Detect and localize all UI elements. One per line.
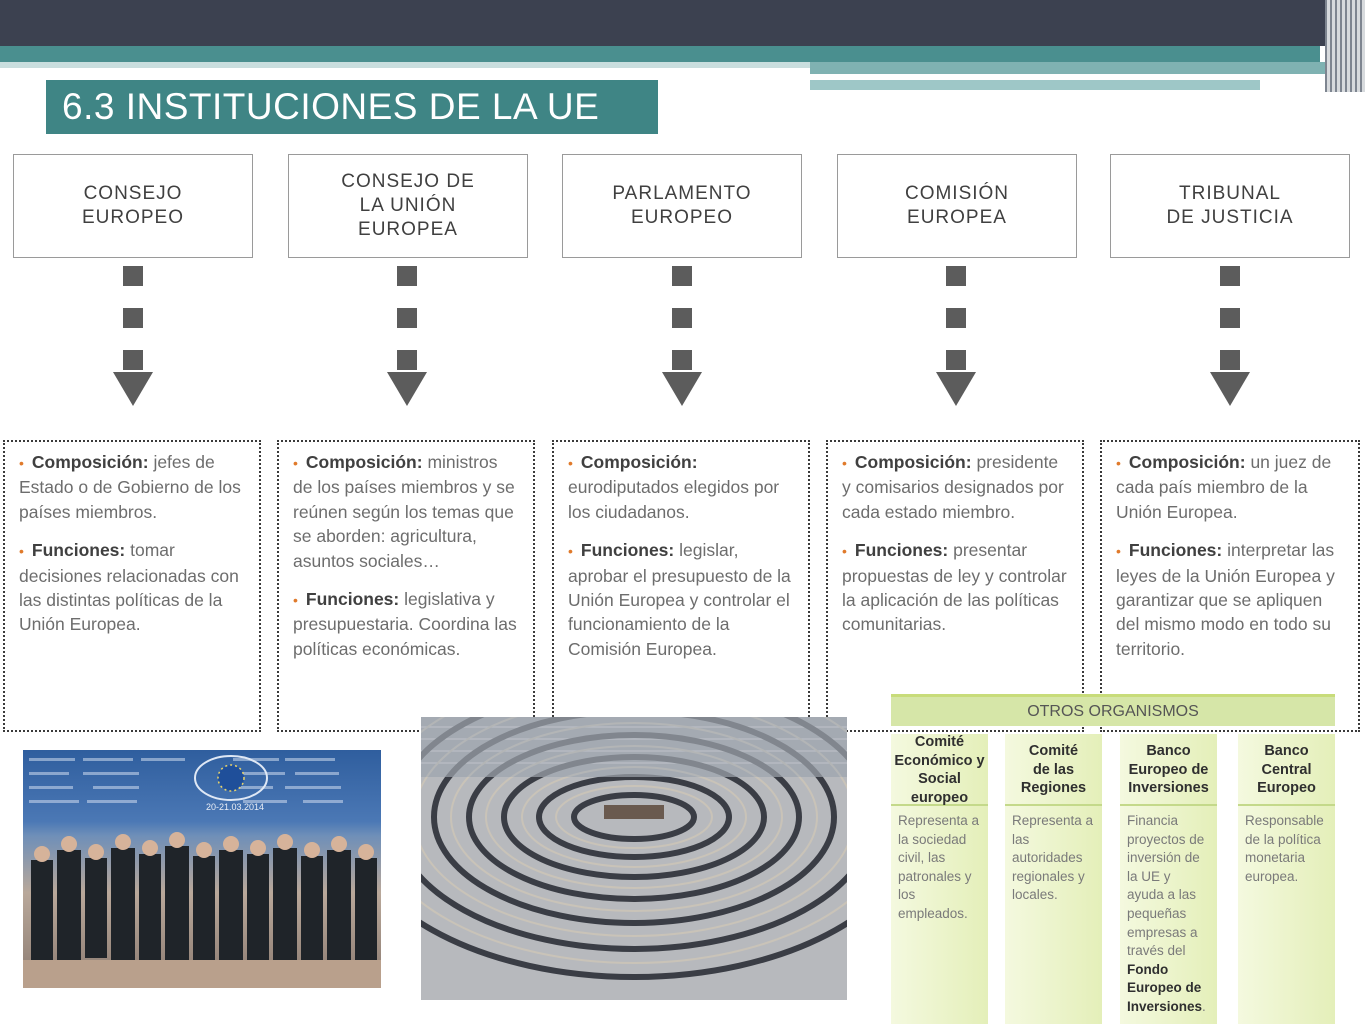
organism-card-comite-economico: [891, 734, 988, 1024]
description-parlamento: [552, 440, 810, 732]
funciones-text: presentar propuestas de ley y controlar la aplicación de las políticas comunitarias.: [842, 540, 1067, 635]
funciones-label: Funciones:: [1128, 540, 1223, 561]
composicion-text: jefes de Estado o de Gobierno de los países miembros.: [19, 452, 241, 522]
down-arrow-icon: [662, 266, 702, 408]
funciones-text: legislativa y presupuestaria. Coordina las políticas económicas.: [293, 589, 517, 659]
institution-box-consejo-ue: [288, 154, 528, 258]
funciones-text: legislar, aprobar el presupuesto de la Unión Europea y controlar el funcionamiento de la Comisión Europea.: [568, 540, 791, 659]
composicion-label: Composición:: [580, 452, 698, 472]
organism-card-bce: [1238, 734, 1335, 1024]
institution-name: CONSEJO EUROPEO: [81, 183, 185, 228]
organism-description-end: .: [1202, 998, 1206, 1014]
funciones-label: Funciones:: [31, 540, 126, 561]
header-bar: [0, 0, 1365, 46]
organism-description-text: Financia proyectos de inversión de la UE y ayuda a las pequeñas empresas a través del: [1127, 813, 1205, 959]
photo-date-label: 20-21.03.2014: [206, 802, 265, 812]
funciones-label: Funciones:: [305, 589, 400, 610]
institution-name: COMISIÓN EUROPEA: [904, 183, 1010, 228]
organism-card-comite-regiones: [1005, 734, 1102, 1024]
slide-title: 6.3 INSTITUCIONES DE LA UE: [46, 80, 658, 134]
organism-name: Banco Central Europeo: [1238, 734, 1335, 806]
description-consejo-europeo: [3, 440, 261, 732]
funciones-label: Funciones:: [580, 540, 675, 561]
organism-description: Responsable de la política monetaria europea.: [1245, 813, 1324, 884]
down-arrow-icon: [936, 266, 976, 408]
composicion-text: ministros de los países miembros y se reúnen según los temas que se aborden: agricultura, asuntos sociales…: [293, 452, 515, 571]
down-arrow-icon: [1210, 266, 1250, 408]
down-arrow-icon: [113, 266, 153, 408]
organism-name: Banco Europeo de Inversiones: [1120, 734, 1217, 806]
bullet-icon: •: [19, 455, 24, 471]
description-tribunal: [1100, 440, 1360, 732]
photo-european-parliament: [421, 717, 847, 1000]
header-accent-bar-right-2: [810, 80, 1260, 90]
otros-organismos-header: OTROS ORGANISMOS: [891, 694, 1335, 726]
organism-description: Representa a la sociedad civil, las patronales y los empleados.: [898, 813, 980, 921]
organism-name: Comité de las Regiones: [1005, 734, 1102, 806]
funciones-label: Funciones:: [854, 540, 949, 561]
header-accent-bar-right: [810, 62, 1365, 74]
composicion-label: Composición:: [305, 452, 423, 472]
organism-name: Comité Económico y Social europeo: [891, 734, 988, 806]
bullet-icon: •: [842, 455, 847, 471]
bullet-icon: •: [1116, 455, 1121, 471]
header-accent-line: [0, 62, 810, 68]
bullet-icon: •: [293, 455, 298, 471]
funciones-text: interpretar las leyes de la Unión Europea y garantizar que se apliquen del mismo modo en todo su territorio.: [1116, 540, 1335, 659]
bullet-icon: •: [568, 543, 573, 560]
down-arrow-icon: [387, 266, 427, 408]
bullet-icon: •: [1116, 543, 1121, 560]
bullet-icon: •: [293, 592, 298, 609]
header-accent-bar: [0, 46, 1320, 62]
organism-description: [1120, 806, 1217, 1017]
institution-box-tribunal: [1110, 154, 1350, 258]
composicion-label: Composición:: [1128, 452, 1246, 472]
institution-name: PARLAMENTO EUROPEO: [612, 183, 752, 228]
composicion-text: presidente y comisarios designados por cada estado miembro.: [842, 452, 1064, 522]
institution-name: CONSEJO DE LA UNIÓN EUROPEA: [341, 171, 475, 240]
photo-european-council: [23, 750, 381, 988]
organism-description-bold: Fondo Europeo de Inversiones: [1127, 961, 1203, 1014]
description-comision: [826, 440, 1084, 732]
composicion-label: Composición:: [854, 452, 972, 472]
composicion-text: un juez de cada país miembro de la Unión Europea.: [1116, 452, 1332, 522]
header-stripes: [1325, 0, 1365, 92]
composicion-text: eurodiputados elegidos por los ciudadanos.: [568, 477, 780, 522]
composicion-label: Composición:: [31, 452, 149, 472]
bullet-icon: •: [19, 543, 24, 560]
organism-description: Representa a las autoridades regionales y locales.: [1012, 813, 1094, 903]
institution-box-parlamento: [562, 154, 802, 258]
bullet-icon: •: [568, 455, 573, 471]
institution-box-comision: [837, 154, 1077, 258]
institution-box-consejo-europeo: [13, 154, 253, 258]
funciones-text: tomar decisiones relacionadas con las distintas políticas de la Unión Europea.: [19, 540, 239, 635]
institution-name: TRIBUNAL DE JUSTICIA: [1166, 183, 1294, 228]
description-consejo-ue: [277, 440, 535, 732]
bullet-icon: •: [842, 543, 847, 560]
organism-card-bei: [1120, 734, 1217, 1024]
